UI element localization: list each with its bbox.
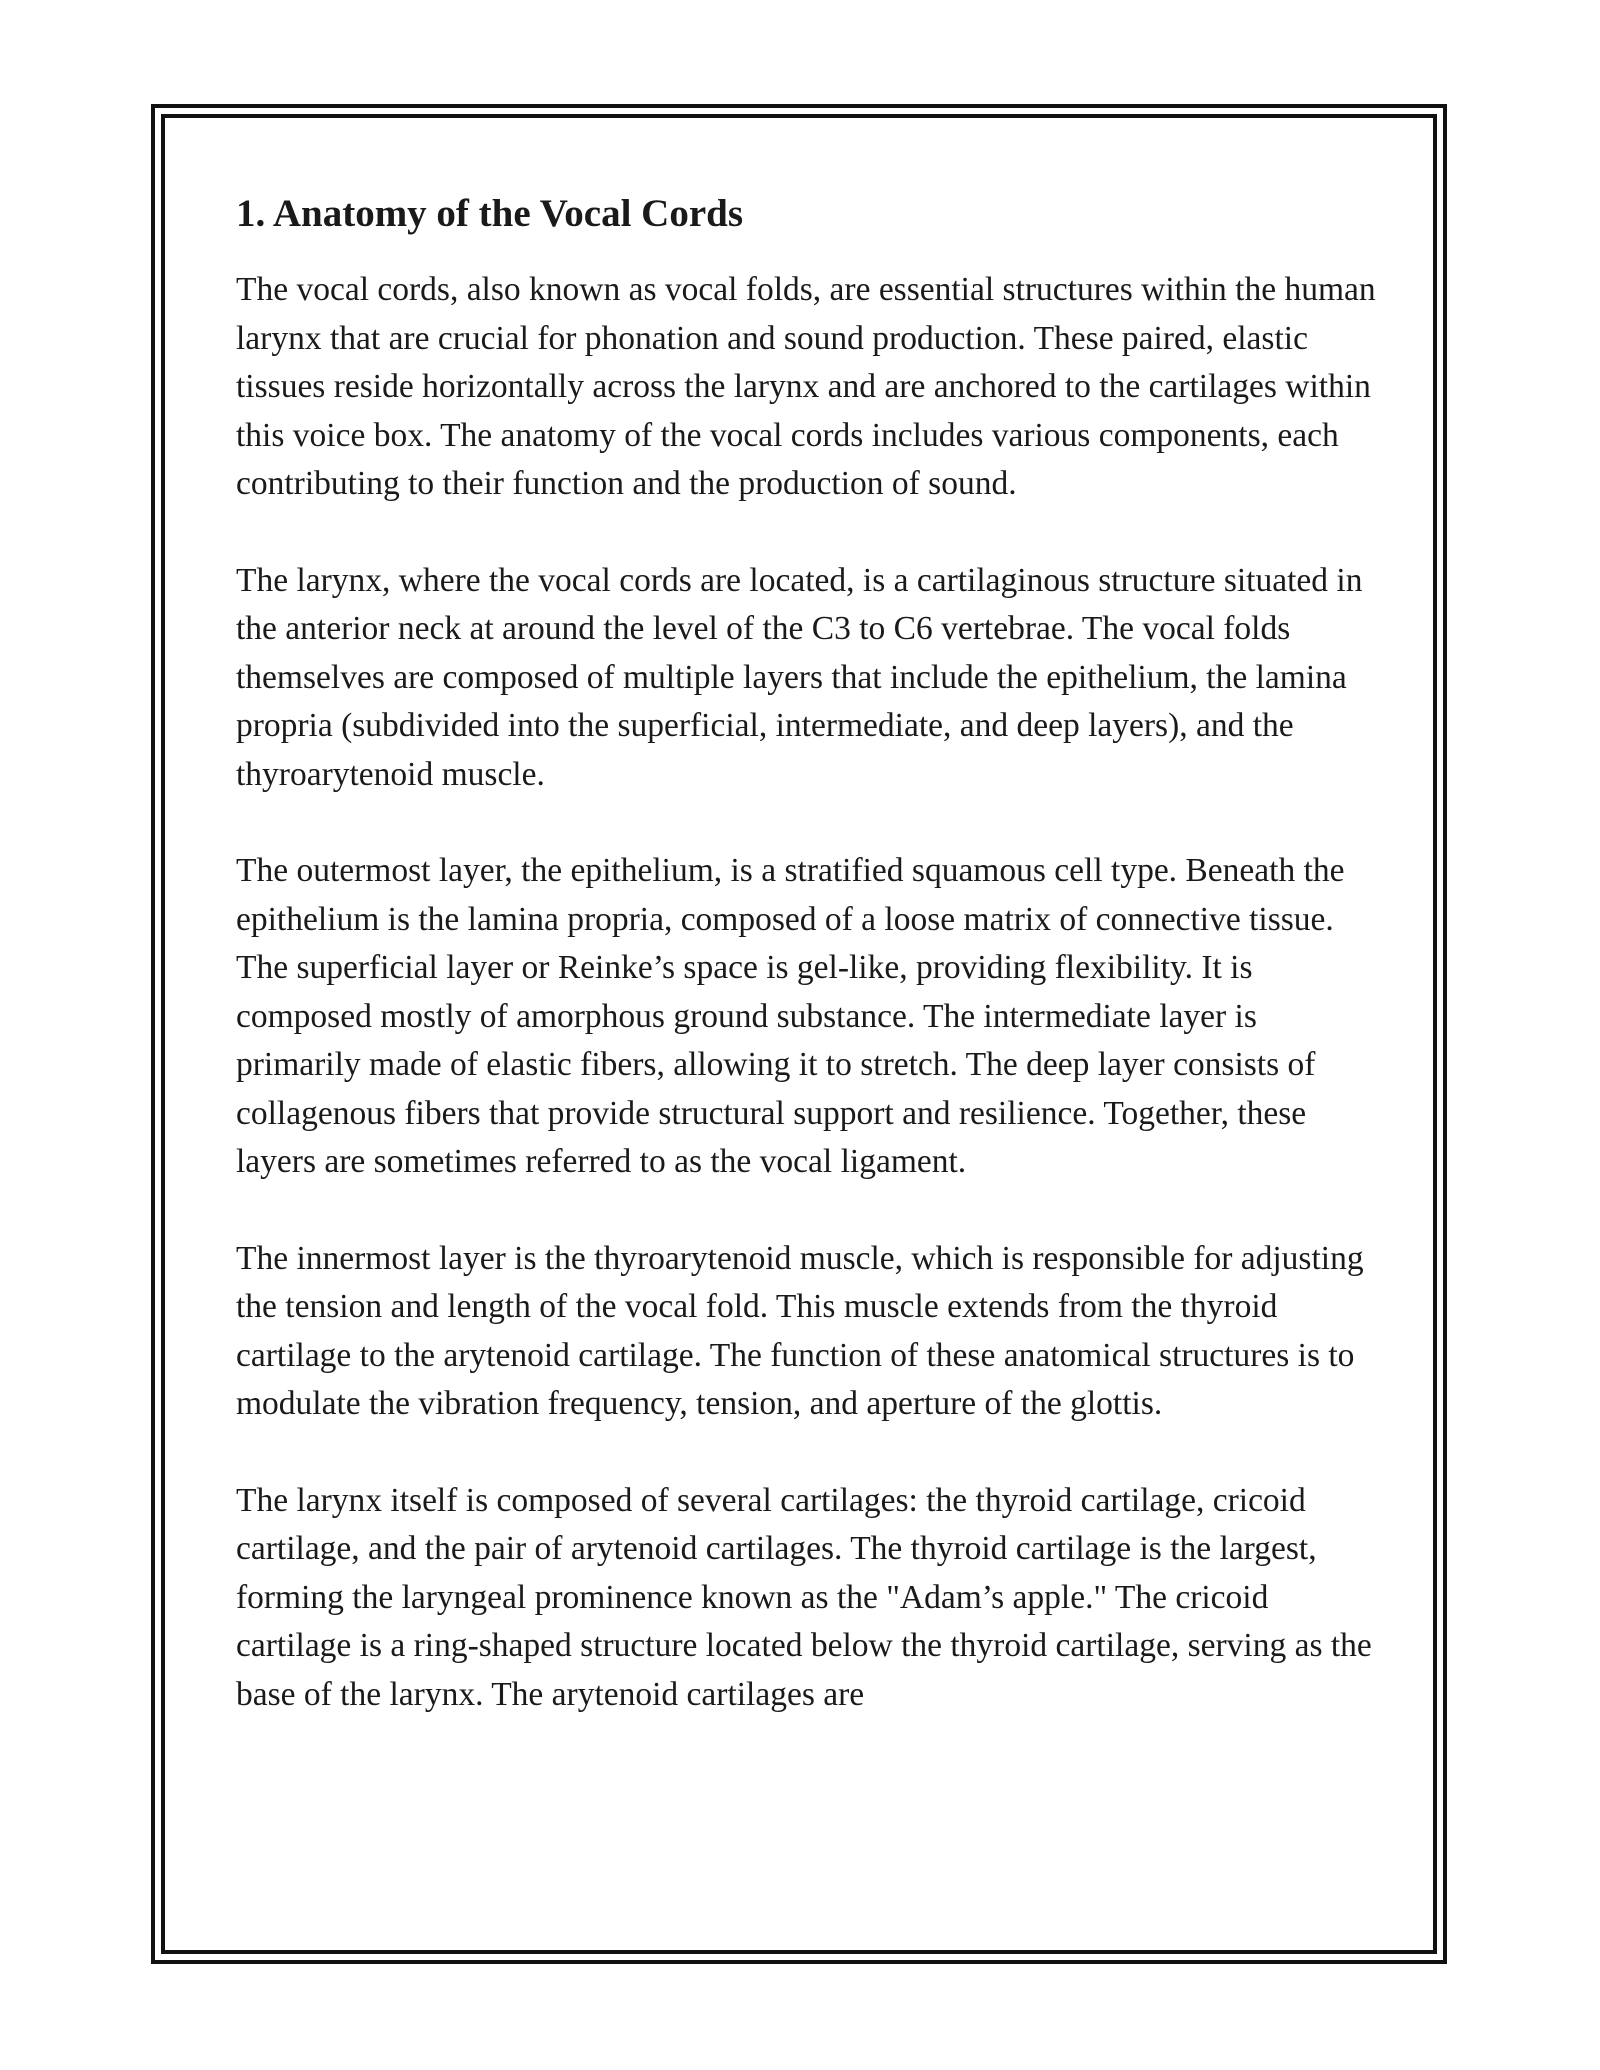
paragraph: The larynx, where the vocal cords are located, is a cartilaginous structure situated in the anterior neck at around the level of the C3 to C6 vertebrae. The vocal folds themselves are composed of multiple layers that include the epithelium, the lamina propria (subdivided into the superficial, intermediate, and deep layers), and the thyroarytenoid muscle. bbox=[236, 561, 1363, 793]
paragraph: The larynx itself is composed of several cartilages: the thyroid cartilage, cricoid cartilage, and the pair of arytenoid cartilages. The thyroid cartilage is the largest, forming the laryngeal prominence known as the "Adam’s apple." The cricoid cartilage is a ring-shaped structure located below the thyroid cartilage, serving as the base of the larynx. The arytenoid cartilages are bbox=[236, 1481, 1372, 1713]
paragraph: The innermost layer is the thyroarytenoid muscle, which is responsible for adjusting the tension and length of the vocal fold. This muscle extends from the thyroid cartilage to the arytenoid cartilage. The function of these anatomical structures is to modulate the vibration frequency, tension, and aperture of the glottis. bbox=[236, 1239, 1364, 1422]
document-body bbox=[236, 186, 1376, 1719]
paragraph: The outermost layer, the epithelium, is a stratified squamous cell type. Beneath the epithelium is the lamina propria, composed of a loose matrix of connective tissue. The superficial layer or Reinke’s space is gel-like, providing flexibility. It is composed mostly of amorphous ground substance. The intermediate layer is primarily made of elastic fibers, allowing it to stretch. The deep layer consists of collagenous fibers that provide structural support and resilience. Together, these layers are sometimes referred to as the vocal ligament. bbox=[236, 852, 1345, 1180]
section-heading: 1. Anatomy of the Vocal Cords bbox=[236, 192, 744, 235]
paragraph: The vocal cords, also known as vocal folds, are essential structures within the human larynx that are crucial for phonation and sound production. These paired, elastic tissues reside horizontally across the larynx and are anchored to the cartilages within this voice box. The anatomy of the vocal cords includes various components, each contributing to their function and the production of sound. bbox=[236, 271, 1376, 502]
